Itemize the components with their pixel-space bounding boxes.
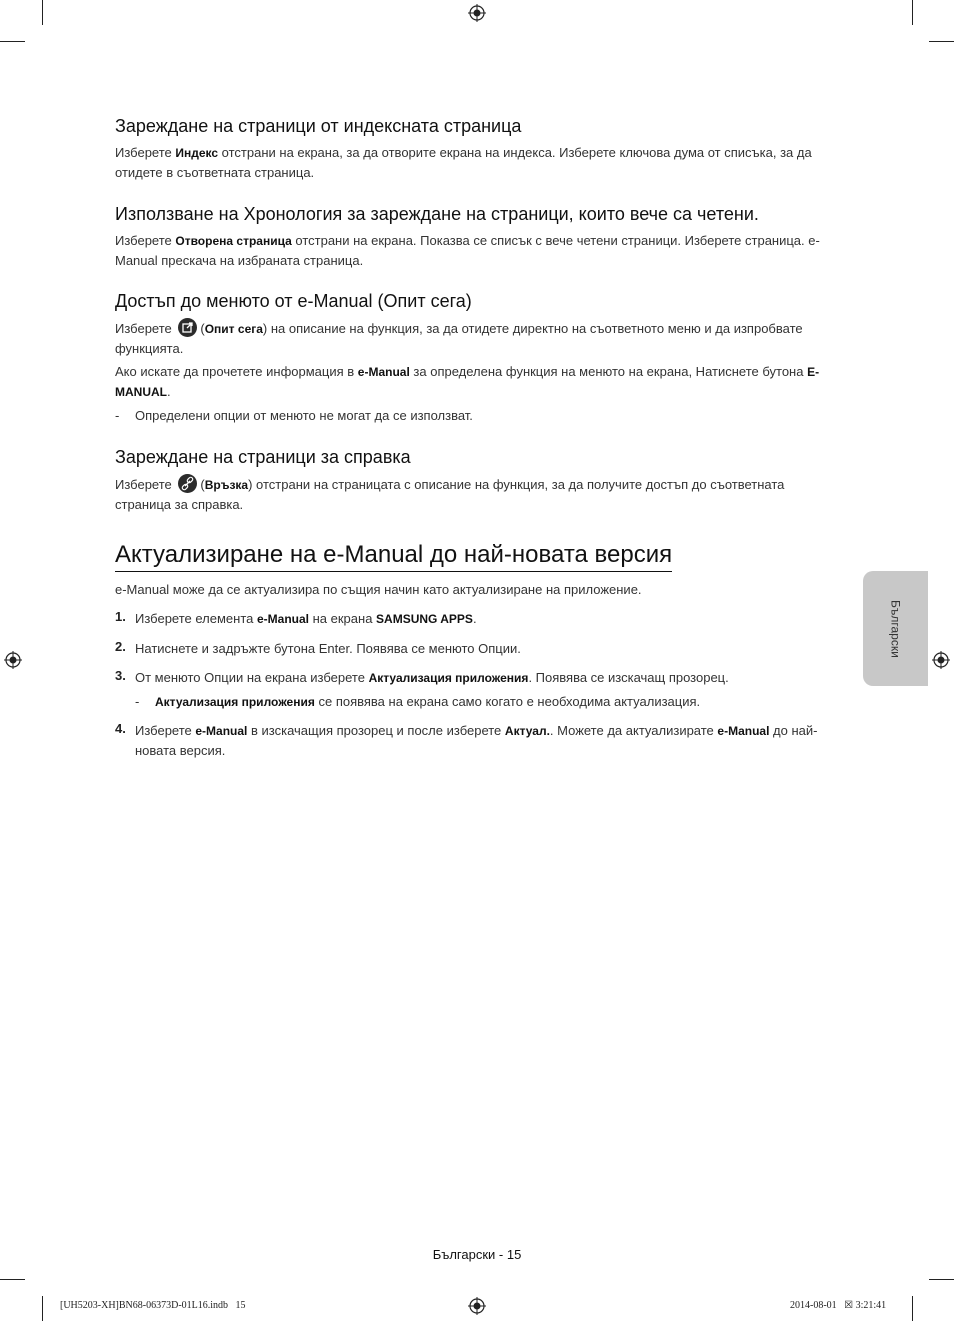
- text: .: [472, 611, 477, 626]
- text: в изскачащия прозорец и после изберете: [247, 723, 505, 738]
- crop-mark: [42, 0, 43, 25]
- step-number: 1.: [115, 609, 126, 624]
- section-text-history: [115, 231, 830, 270]
- try-now-icon: [178, 318, 197, 337]
- dash: -: [135, 694, 140, 709]
- text: се появява на екрана само когато е необходима актуализация.: [314, 694, 701, 709]
- text: отстрани на екрана. Показва се списък с вече четени страници. Изберете страница. e-Manual прескача на избраната страница.: [115, 233, 820, 268]
- step-number: 4.: [115, 721, 126, 736]
- registration-mark-icon: [468, 1297, 486, 1315]
- ui-term: e-Manual: [357, 365, 410, 379]
- ui-term: E-MANUAL: [115, 365, 820, 399]
- crop-mark: [912, 0, 913, 25]
- text: . Можете да актуализирате: [549, 723, 718, 738]
- step-4: [135, 721, 825, 760]
- dash: -: [115, 408, 120, 423]
- ui-term: Индекс: [175, 146, 219, 160]
- text: Изберете: [115, 477, 176, 492]
- crop-mark: [42, 1296, 43, 1321]
- language-side-tab-label: Български: [888, 599, 903, 658]
- section-title-link: Зареждане на страници за справка: [115, 447, 411, 467]
- ui-term: Опит сега: [204, 322, 263, 336]
- text: ) на описание на функция, за да отидете директно на съответното меню и да изпробвате функцията.: [115, 321, 803, 356]
- text: Изберете: [135, 723, 196, 738]
- text: за определена функция на менюто на екрана, Натиснете бутона: [409, 364, 808, 379]
- ui-term: SAMSUNG APPS: [376, 612, 473, 626]
- step-number: 2.: [115, 639, 126, 654]
- step-number: 3.: [115, 668, 126, 683]
- section-text-index: [115, 143, 830, 182]
- text: до най-новата версия.: [135, 723, 818, 758]
- text: ) отстрани на страницата с описание на функция, за да получите достъп до съответната страница за справка.: [115, 477, 785, 512]
- ui-term: e-Manual: [256, 612, 309, 626]
- text: Ако искате да прочетете информация в: [115, 364, 358, 379]
- page-number: Български - 15: [432, 1247, 522, 1262]
- text: Изберете: [115, 321, 176, 336]
- step-2: Натиснете и задръжте бутона Enter. Появява се менюто Опции.: [135, 641, 521, 656]
- step-3: [135, 668, 825, 688]
- update-intro: e-Manual може да се актуализира по същия начин като актуализиране на приложение.: [115, 582, 642, 597]
- text: Определени опции от менюто не могат да се използват.: [135, 408, 473, 423]
- registration-mark-icon: [468, 4, 486, 22]
- page-title: Актуализиране на e-Manual до най-новата версия: [115, 541, 672, 572]
- print-file-info: [UH5203-XH]BN68-06373D-01L16.indb 15: [60, 1300, 246, 1311]
- section-title-index: Зареждане на страници от индексната страница: [115, 116, 522, 136]
- ui-term: Актуализация приложения: [368, 671, 529, 685]
- text: на екрана: [309, 611, 377, 626]
- section-text-trynow-2: [115, 362, 830, 402]
- text: Изберете елемента: [135, 611, 257, 626]
- registration-mark-icon: [932, 651, 950, 669]
- crop-mark: [0, 41, 25, 42]
- text: отстрани на екрана, за да отворите екрана на индекса. Изберете ключова дума от списъка, за да отидете в съответната страница.: [115, 145, 812, 180]
- text: . Появява се изскачащ прозорец.: [528, 670, 729, 685]
- text: .: [167, 384, 171, 399]
- crop-mark: [0, 1279, 25, 1280]
- print-date-info: 2014-08-01 ☒ 3:21:41: [790, 1300, 887, 1311]
- crop-mark: [929, 41, 954, 42]
- ui-term: e-Manual: [717, 724, 770, 738]
- ui-term: Актуализация приложения: [155, 695, 315, 709]
- section-text-link: Изберете (Връзка) отстрани на страницата с описание на функция, за да получите достъп до съответната страница за справка.: [115, 474, 830, 514]
- ui-term: Актуал.: [504, 724, 550, 738]
- step-1: [135, 609, 825, 629]
- note-trynow: [115, 406, 830, 425]
- section-text-trynow: Изберете (Опит сега) на описание на функция, за да отидете директно на съответното меню и да изпробвате функцията.: [115, 318, 830, 358]
- section-title-history: Използване на Хронология за зареждане на страници, които вече са четени.: [115, 204, 759, 224]
- section-title-trynow: Достъп до менюто от e-Manual (Опит сега): [115, 291, 472, 311]
- ui-term: Отворена страница: [175, 234, 292, 248]
- crop-mark: [929, 1279, 954, 1280]
- ui-term: Връзка: [204, 478, 249, 492]
- crop-mark: [912, 1296, 913, 1321]
- text: Изберете: [115, 145, 176, 160]
- step-3-note: [135, 692, 825, 712]
- text: От менюто Опции на екрана изберете: [135, 670, 369, 685]
- link-icon: [178, 474, 197, 493]
- ui-term: e-Manual: [195, 724, 248, 738]
- registration-mark-icon: [4, 651, 22, 669]
- text: Изберете: [115, 233, 176, 248]
